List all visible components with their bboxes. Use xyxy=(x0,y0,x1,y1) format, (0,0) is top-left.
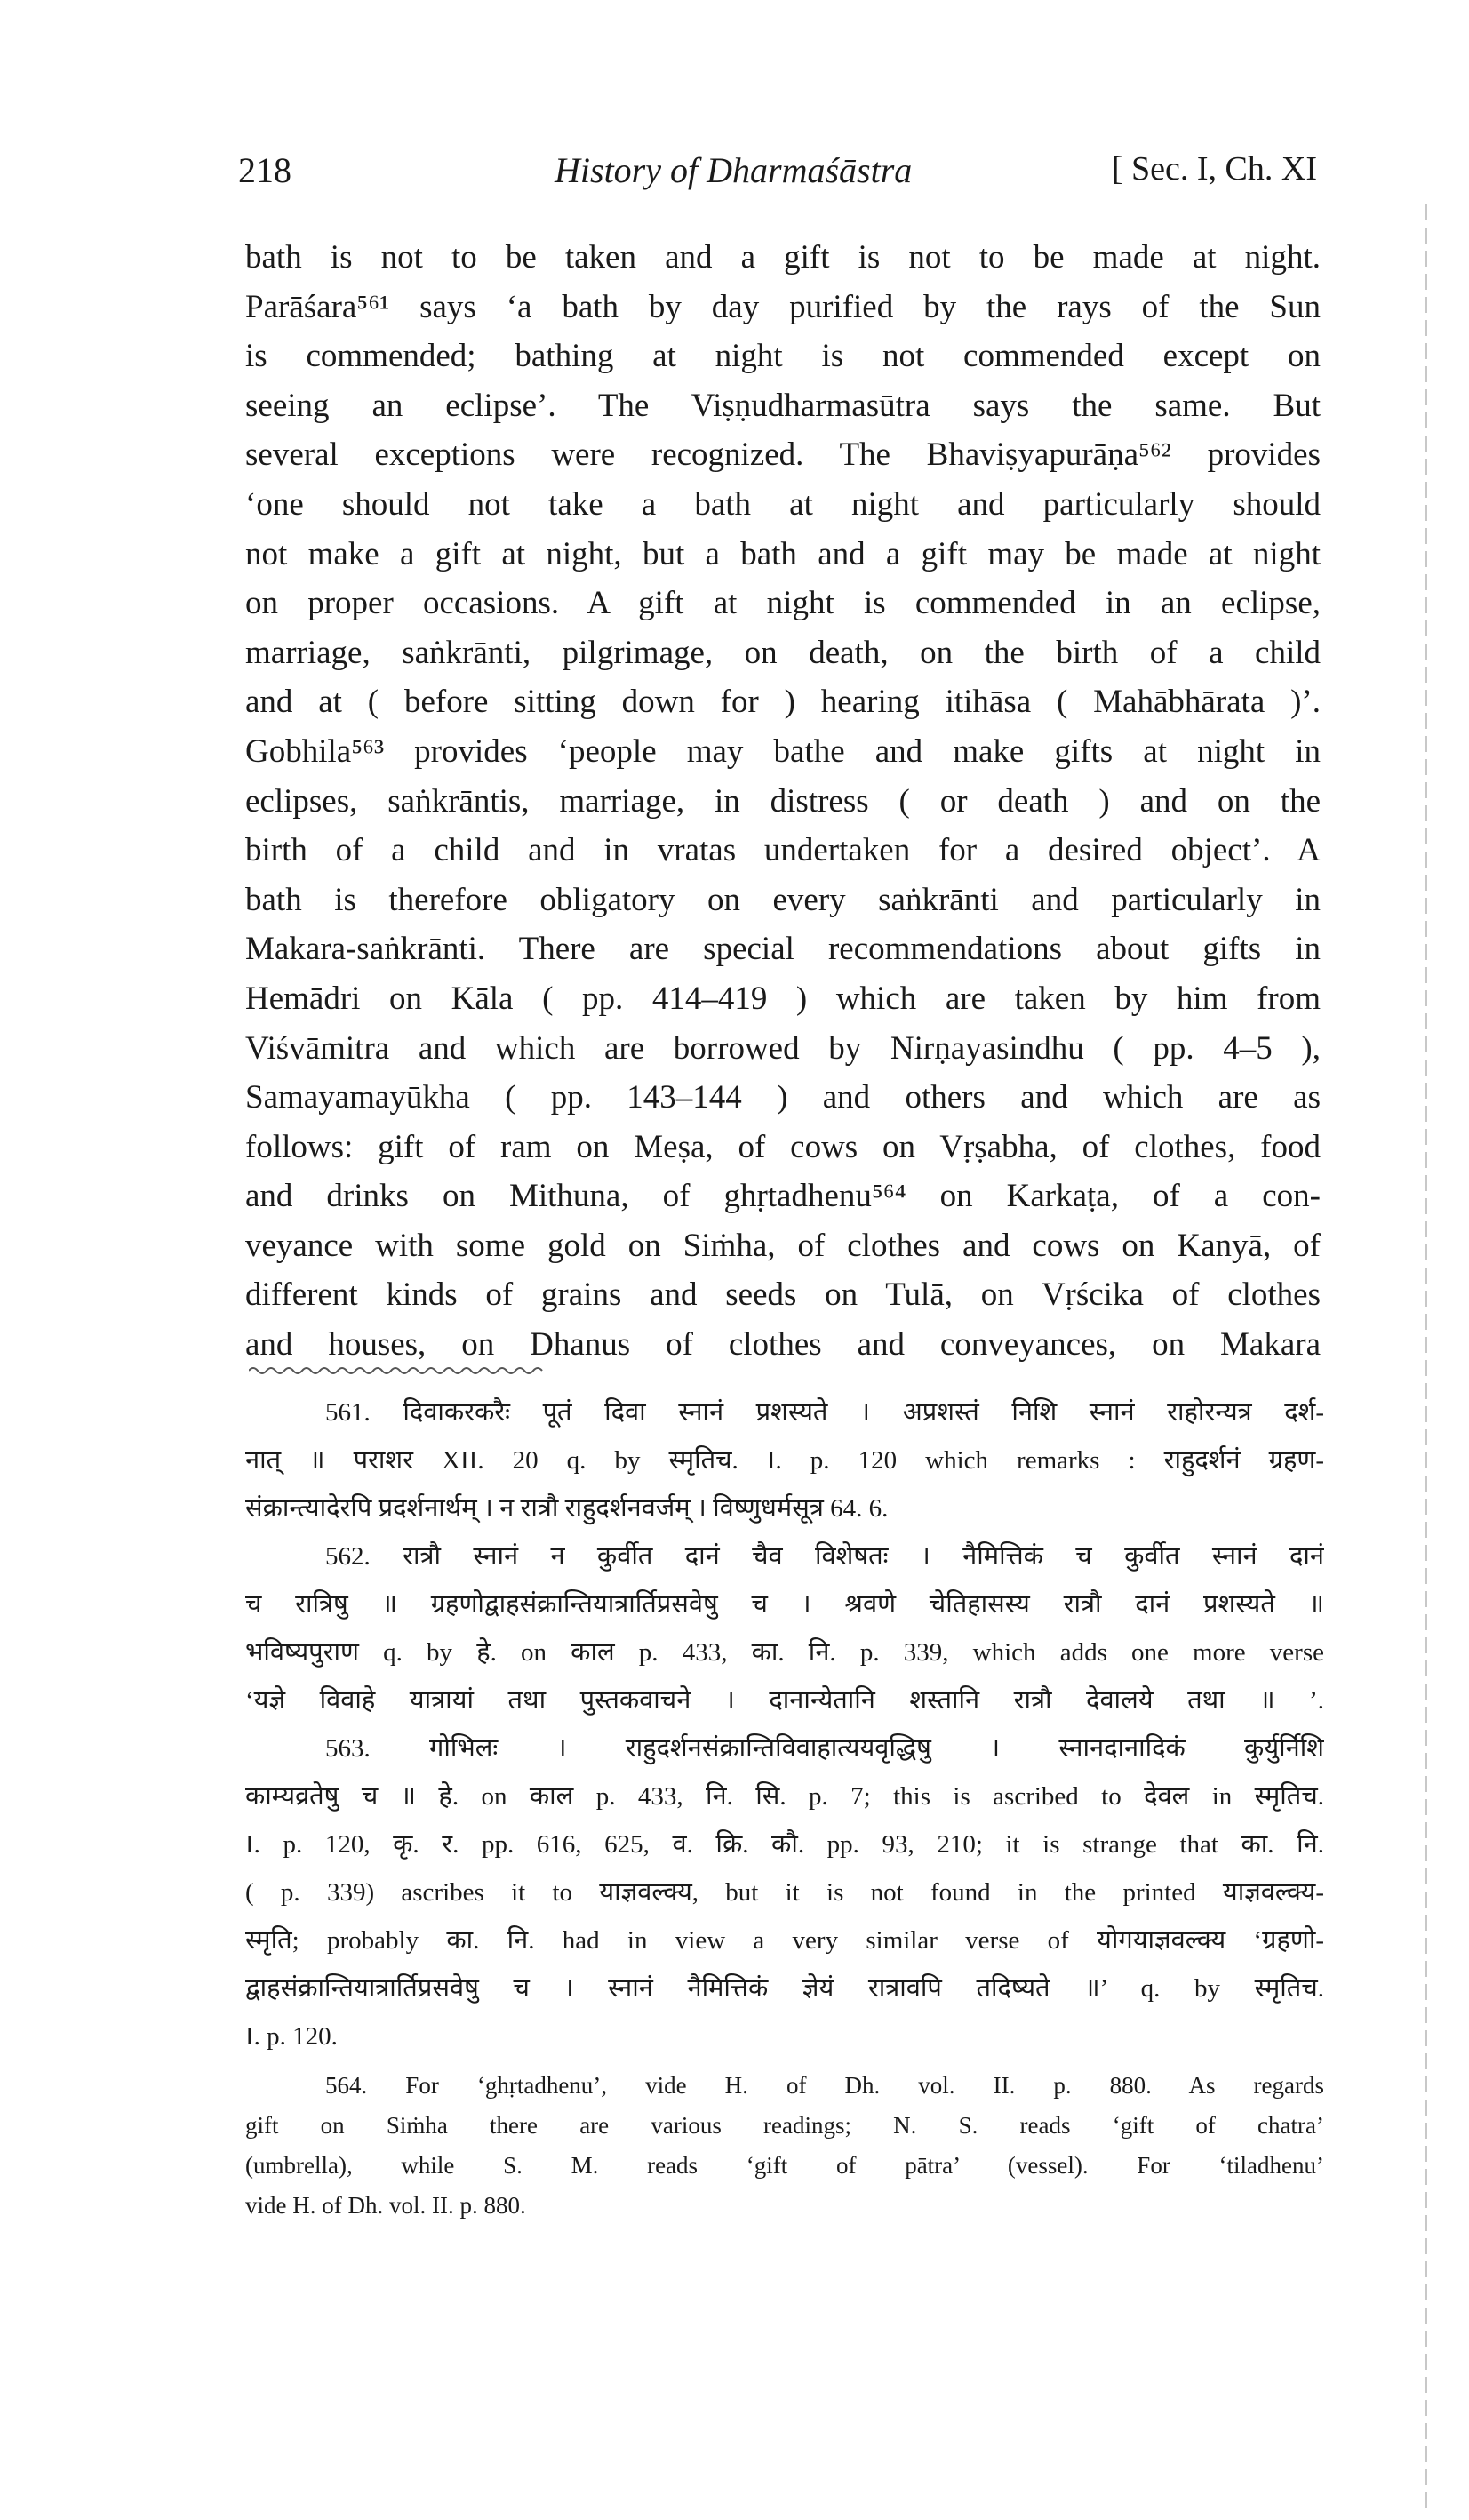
footnote-line: I. p. 120. xyxy=(245,2022,338,2051)
page-number: 218 xyxy=(238,150,291,190)
body-line: Viśvāmitra and which are borrowed by Nirṇayasindhu ( pp. 4–5 ), xyxy=(245,1029,1321,1067)
running-title: History of Dharmaśāstra xyxy=(555,150,913,190)
footnote-line: नात् ॥ पराशर XII. 20 q. by स्मृतिच. I. p. 120 which remarks : राहुदर्शनं ग्रहण- xyxy=(245,1446,1324,1475)
body-line: Gobhila⁵⁶³ provides ‘people may bathe and make gifts at night in xyxy=(245,732,1321,770)
body-line: bath is not to be taken and a gift is not to be made at night. xyxy=(245,239,1321,276)
footnote-line: ( p. 339) ascribes it to याज्ञवल्क्य, but it is not found in the printed याज्ञवल्क्य- xyxy=(245,1878,1324,1907)
body-line: different kinds of grains and seeds on Tulā, on Vṛścika of clothes xyxy=(245,1276,1321,1314)
body-line: ‘one should not take a bath at night and particularly should xyxy=(245,485,1321,523)
footnote-line: द्वाहसंक्रान्तियात्रार्तिप्रसवेषु च । स्नानं नैमित्तिकं ज्ञेयं रात्रावपि तदिष्यते ॥’ q. by स्मृतिच. xyxy=(245,1974,1324,2003)
body-line: not make a gift at night, but a bath and a gift may be made at night xyxy=(245,535,1321,572)
footnote-line: संक्रान्त्यादेरपि प्रदर्शनार्थम् । न रात्रौ राहुदर्शनवर्जम् । विष्णुधर्मसूत्र 64. 6. xyxy=(245,1494,889,1523)
footnote-line: 564. For ‘ghṛtadhenu’, vide H. of Dh. vol. II. p. 880. As regards xyxy=(325,2072,1324,2099)
body-line: is commended; bathing at night is not commended except on xyxy=(245,338,1321,375)
footnote-line: ‘यज्ञे विवाहे यात्रायां तथा पुस्तकवाचने । दानान्येतानि शस्तानि रात्रौ देवालये तथा ॥ ’. xyxy=(245,1686,1324,1715)
body-line: seeing an eclipse’. The Viṣṇudharmasūtra says the same. But xyxy=(245,387,1321,424)
footnote-line: काम्यव्रतेषु च ॥ हे. on काल p. 433, नि. सि. p. 7; this is ascribed to देवल in स्मृतिच. xyxy=(245,1782,1324,1811)
footnotes-561-563 xyxy=(245,1388,1324,2060)
margin-rule xyxy=(1425,204,1427,2516)
footnote-line: (umbrella), while S. M. reads ‘gift of pātra’ (vessel). For ‘tiladhenu’ xyxy=(245,2152,1324,2179)
footnote-line: 562. रात्रौ स्नानं न कुर्वीत दानं चैव विशेषतः । नैमित्तिकं च कुर्वीत स्नानं दानं xyxy=(325,1542,1324,1571)
footnote-line: 561. दिवाकरकरैः पूतं दिवा स्नानं प्रशस्यते । अप्रशस्तं निशि स्नानं राहोरन्यत्र दर्श- xyxy=(325,1398,1324,1427)
body-line: and at ( before sitting down for ) hearing itihāsa ( Mahābhārata )’. xyxy=(245,684,1321,721)
footnote-line: स्मृति; probably का. नि. had in view a very similar verse of योगयाज्ञवल्क्य ‘ग्रहणो- xyxy=(245,1926,1324,1955)
body-line: on proper occasions. A gift at night is commended in an eclipse, xyxy=(245,585,1321,622)
footnote-line: gift on Siṁha there are various readings; N. S. reads ‘gift of chatra’ xyxy=(245,2112,1324,2139)
body-line: veyance with some gold on Siṁha, of clothes and cows on Kanyā, of xyxy=(245,1227,1321,1264)
page-header xyxy=(238,149,1317,203)
body-line: Parāśara⁵⁶¹ says ‘a bath by day purified by the rays of the Sun xyxy=(245,288,1321,325)
body-line: Makara-saṅkrānti. There are special recommendations about gifts in xyxy=(245,931,1321,968)
body-line: and houses, on Dhanus of clothes and conveyances, on Makara xyxy=(245,1326,1321,1364)
body-text xyxy=(245,233,1321,1370)
body-line: Samayamayūkha ( pp. 143–144 ) and others and which are as xyxy=(245,1079,1321,1116)
footnote-line: भविष्यपुराण q. by हे. on काल p. 433, का. नि. p. 339, which adds one more verse xyxy=(245,1638,1324,1667)
body-line: bath is therefore obligatory on every saṅkrānti and particularly in xyxy=(245,881,1321,918)
body-line: marriage, saṅkrānti, pilgrimage, on death, on the birth of a child xyxy=(245,634,1321,671)
footnote-separator xyxy=(249,1362,622,1380)
footnote-line: 563. गोभिलः । राहुदर्शनसंक्रान्तिविवाहात्ययवृद्धिषु । स्नानदानादिकं कुर्युर्निशि xyxy=(325,1734,1324,1763)
section-reference: [ Sec. I, Ch. XI xyxy=(1111,150,1317,188)
footnote-line: vide H. of Dh. vol. II. p. 880. xyxy=(245,2192,526,2219)
body-line: birth of a child and in vratas undertaken for a desired object’. A xyxy=(245,832,1321,869)
body-line: Hemādri on Kāla ( pp. 414–419 ) which are taken by him from xyxy=(245,980,1321,1017)
footnote-564 xyxy=(245,2066,1324,2226)
footnote-line: I. p. 120, कृ. र. pp. 616, 625, व. क्रि. कौ. pp. 93, 210; it is strange that का. नि. xyxy=(245,1830,1324,1859)
body-line: eclipses, saṅkrāntis, marriage, in distress ( or death ) and on the xyxy=(245,782,1321,820)
footnote-line: च रात्रिषु ॥ ग्रहणोद्वाहसंक्रान्तियात्रार्तिप्रसवेषु च । श्रवणे चेतिहासस्य रात्रौ दानं प्रशस्यते ॥ xyxy=(245,1590,1324,1619)
body-line: several exceptions were recognized. The Bhaviṣyapurāṇa⁵⁶² provides xyxy=(245,436,1321,474)
footnotes xyxy=(245,1388,1324,2226)
body-line: and drinks on Mithuna, of ghṛtadhenu⁵⁶⁴ on Karkaṭa, of a con- xyxy=(245,1178,1321,1215)
body-line: follows: gift of ram on Meṣa, of cows on Vṛṣabha, of clothes, food xyxy=(245,1128,1321,1165)
